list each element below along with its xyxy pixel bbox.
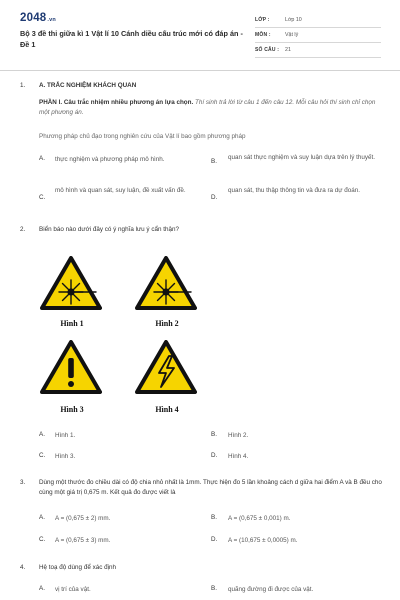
laser-warning-icon [40,256,102,310]
q3-option-c-text[interactable]: A = (0,675 ± 3) mm. [55,537,111,544]
q2-option-d-text[interactable]: Hình 4. [228,453,249,460]
q1-option-c-text[interactable]: mô hình và quan sát, suy luận, đề xuất vấn đề. [55,187,186,194]
q2-option-c-text[interactable]: Hình 3. [55,453,76,460]
q1-option-a-text[interactable]: thực nghiệm và phương pháp mô hình. [55,156,165,163]
meta-class-key: LỚP : [255,17,270,23]
document-header [0,0,400,62]
q3-option-d-text[interactable]: A = (10,675 ± 0,0005) m. [228,537,298,544]
instruction-bold: PHẦN I. Câu trắc nhiệm nhiều phương án lựa chọn. [39,99,194,106]
logo-suffix: .vn [47,17,56,23]
instruction-italic: Thí sinh trả lời từ câu 1 đến câu 12. Mỗi câu hỏi thí sinh chỉ chọn một phương án. [39,99,376,116]
document-title: Bộ 3 đề thi giữa kì 1 Vật lí 10 Cánh diều cấu trúc mới có đáp án - Đề 1 [20,29,243,49]
q1-option-b-text[interactable]: quan sát thực nghiệm và suy luận dựa trên lý thuyết. [228,154,376,161]
laser-warning-icon [135,256,197,310]
header-divider [0,70,400,71]
q2-option-d-letter[interactable]: D. [211,452,218,459]
q3-option-a-text[interactable]: A = (0,675 ± 2) mm. [55,515,111,522]
logo-text: 2048 [20,12,47,24]
q2-option-a-text[interactable]: Hình 1. [55,432,76,439]
q3-option-b-text[interactable]: A = (0,675 ± 0,001) m. [228,515,291,522]
question-number-1: 1. [20,82,26,89]
meta-class-value: Lớp 10 [285,17,302,23]
q4-option-b-letter[interactable]: B. [211,585,217,592]
q3-option-b-letter[interactable]: B. [211,514,217,521]
q1-option-a-letter[interactable]: A. [39,155,45,162]
meta-class-row [255,14,381,28]
q3-option-c-letter[interactable]: C. [39,536,46,543]
question-number-3: 3. [20,479,26,486]
meta-subject-row [255,29,381,43]
q3-option-a-letter[interactable]: A. [39,514,45,521]
high-voltage-warning-icon [135,340,197,394]
site-logo[interactable] [20,12,56,24]
meta-count-value: 21 [285,47,291,53]
figure-caption-1: Hình 1 [60,319,84,328]
q2-option-b-letter[interactable]: B. [211,431,217,438]
q2-option-a-letter[interactable]: A. [39,431,45,438]
figure-caption-3: Hình 3 [60,405,84,414]
q4-option-b-text[interactable]: quãng đường đi được của vật. [228,586,314,593]
section-instruction [39,98,381,117]
q4-option-a-text[interactable]: vị trí của vật. [55,586,91,593]
q1-option-d-letter[interactable]: D. [211,194,218,201]
q1-option-b-letter[interactable]: B. [211,158,217,165]
q3-option-d-letter[interactable]: D. [211,536,218,543]
figure-caption-4: Hình 4 [155,405,179,414]
question-number-4: 4. [20,564,26,571]
q1-option-c-letter[interactable]: C. [39,194,46,201]
question-2-text: Biển báo nào dưới đây có ý nghĩa lưu ý cẩn thận? [39,226,179,233]
exclamation-warning-icon [40,340,102,394]
q1-option-d-text[interactable]: quan sát, thu thập thông tin và đưa ra dự đoán. [228,187,361,194]
figure-caption-2: Hình 2 [155,319,179,328]
meta-count-key: SỐ CÂU : [255,47,280,53]
meta-subject-value: Vật lý [285,32,299,38]
question-4-text: Hệ toạ độ dùng để xác định [39,564,117,571]
section-title: A. TRẮC NGHIỆM KHÁCH QUAN [39,82,137,89]
q2-option-c-letter[interactable]: C. [39,452,46,459]
q4-option-a-letter[interactable]: A. [39,585,45,592]
q2-option-b-text[interactable]: Hình 2. [228,432,249,439]
meta-count-row [255,44,381,58]
question-1-text: Phương pháp chủ đạo trong nghiên cứu của Vật lí bao gồm phương pháp [39,133,246,140]
question-3-text: Dùng một thước đo chiều dài có độ chia nhỏ nhất là 1mm. Thực hiện đo 5 lần khoảng cách d giữa hai điểm A và B đều cho cùng một giá trị 0,675 m. Kết quả đo được viết là [39,479,382,496]
meta-subject-key: MÔN : [255,32,271,38]
question-number-2: 2. [20,226,26,233]
